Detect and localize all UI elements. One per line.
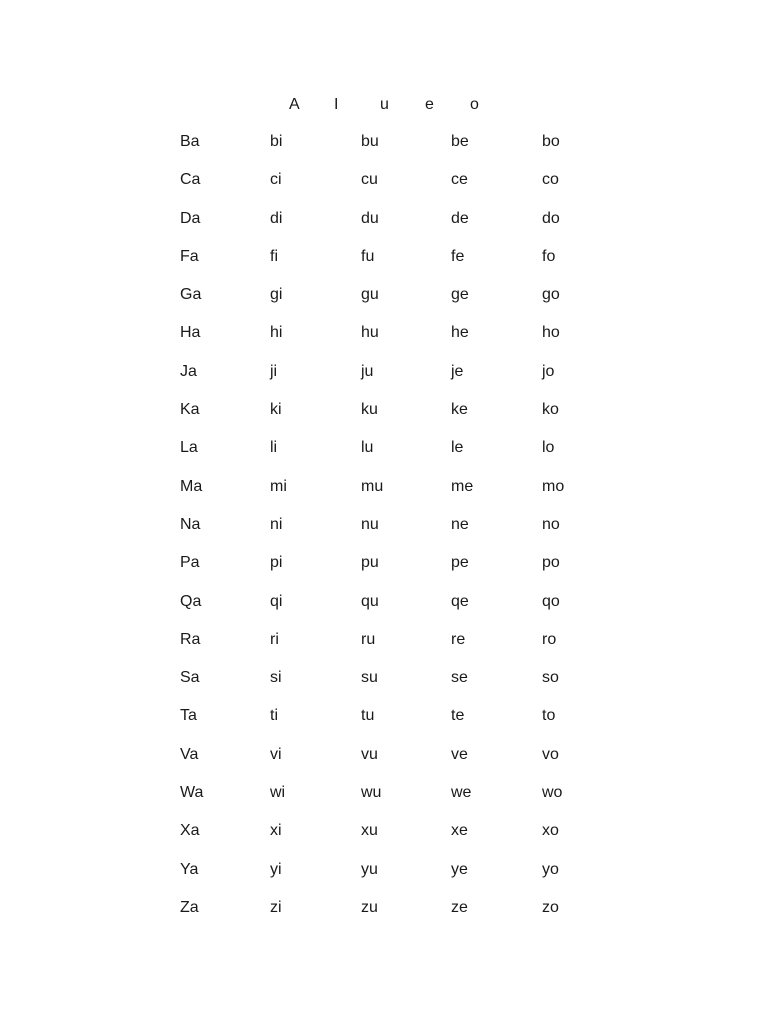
- vowel-u: u: [380, 96, 390, 113]
- syllable-cell: ne: [451, 515, 469, 533]
- syllable-cell: se: [451, 669, 468, 687]
- syllable-row: [0, 552, 768, 590]
- syllable-cell: zu: [361, 898, 378, 916]
- syllable-cell: Ma: [180, 477, 203, 495]
- syllable-cell: yo: [542, 860, 559, 878]
- syllable-cell: bu: [361, 133, 379, 150]
- syllable-cell: xu: [361, 822, 378, 840]
- syllable-cell: ro: [542, 630, 557, 648]
- syllable-cell: gi: [270, 286, 283, 304]
- syllable-cell: ke: [451, 401, 468, 419]
- syllable-cell: su: [361, 669, 378, 687]
- syllable-cell: to: [542, 707, 556, 725]
- syllable-cell: hi: [270, 324, 283, 342]
- syllable-cell: qu: [361, 592, 379, 610]
- syllable-cell: fe: [451, 247, 465, 265]
- syllable-cell: Ya: [180, 860, 199, 878]
- syllable-cell: ri: [270, 630, 279, 648]
- syllable-cell: bi: [270, 133, 283, 150]
- syllable-cell: ru: [361, 630, 376, 648]
- syllable-cell: Ca: [180, 171, 201, 189]
- syllable-cell: Za: [180, 898, 199, 916]
- vowel-a: A: [289, 96, 301, 113]
- syllable-cell: go: [542, 286, 560, 304]
- syllable-cell: Ha: [180, 324, 201, 342]
- syllable-table: [0, 131, 768, 935]
- syllable-cell: wo: [542, 784, 563, 802]
- syllable-row: [0, 284, 768, 322]
- syllable-row: [0, 705, 768, 743]
- syllable-cell: Qa: [180, 592, 202, 610]
- syllable-row: [0, 322, 768, 360]
- syllable-cell: be: [451, 133, 469, 150]
- syllable-cell: Pa: [180, 554, 200, 572]
- syllable-row: [0, 782, 768, 820]
- syllable-cell: si: [270, 669, 282, 687]
- syllable-cell: Na: [180, 515, 201, 533]
- syllable-cell: ni: [270, 515, 283, 533]
- syllable-cell: lo: [542, 439, 555, 457]
- syllable-cell: ye: [451, 860, 468, 878]
- syllable-cell: mo: [542, 477, 565, 495]
- syllable-row: [0, 437, 768, 475]
- syllable-cell: Fa: [180, 247, 199, 265]
- syllable-cell: me: [451, 477, 474, 495]
- syllable-cell: Va: [180, 745, 199, 763]
- syllable-cell: le: [451, 439, 464, 457]
- syllable-cell: co: [542, 171, 559, 189]
- syllable-cell: ge: [451, 286, 469, 304]
- syllable-cell: no: [542, 515, 560, 533]
- syllable-cell: pu: [361, 554, 379, 572]
- syllable-cell: Wa: [180, 784, 204, 802]
- syllable-cell: zi: [270, 898, 282, 916]
- syllable-cell: li: [270, 439, 278, 457]
- syllable-row: [0, 591, 768, 629]
- syllable-row: [0, 744, 768, 782]
- syllable-row: [0, 514, 768, 552]
- syllable-cell: ze: [451, 898, 468, 916]
- syllable-cell: te: [451, 707, 465, 725]
- syllable-cell: pi: [270, 554, 283, 572]
- syllable-cell: jo: [542, 362, 555, 380]
- syllable-cell: zo: [542, 898, 559, 916]
- syllable-cell: he: [451, 324, 469, 342]
- syllable-cell: tu: [361, 707, 375, 725]
- syllable-cell: Ba: [180, 133, 200, 150]
- syllable-row: [0, 131, 768, 169]
- syllable-cell: vu: [361, 745, 378, 763]
- syllable-cell: so: [542, 669, 559, 687]
- syllable-cell: fo: [542, 247, 556, 265]
- syllable-cell: gu: [361, 286, 379, 304]
- syllable-cell: Ra: [180, 630, 201, 648]
- syllable-cell: fu: [361, 247, 375, 265]
- syllable-row: [0, 169, 768, 207]
- syllable-row: [0, 208, 768, 246]
- syllable-cell: Ka: [180, 401, 200, 419]
- syllable-cell: we: [451, 784, 472, 802]
- syllable-cell: je: [451, 362, 464, 380]
- syllable-cell: ji: [270, 362, 278, 380]
- vowel-header: [0, 94, 768, 116]
- syllable-cell: yu: [361, 860, 378, 878]
- syllable-cell: nu: [361, 515, 379, 533]
- syllable-cell: ce: [451, 171, 468, 189]
- syllable-cell: po: [542, 554, 560, 572]
- syllable-cell: ti: [270, 707, 278, 725]
- syllable-cell: wu: [361, 784, 382, 802]
- syllable-cell: ki: [270, 401, 282, 419]
- syllable-cell: ko: [542, 401, 559, 419]
- syllable-cell: lu: [361, 439, 374, 457]
- syllable-cell: ve: [451, 745, 468, 763]
- syllable-row: [0, 667, 768, 705]
- syllable-cell: wi: [270, 784, 286, 802]
- syllable-row: [0, 476, 768, 514]
- syllable-row: [0, 361, 768, 399]
- syllable-cell: ju: [361, 362, 374, 380]
- syllable-cell: ku: [361, 401, 378, 419]
- vowel-o: o: [470, 96, 480, 113]
- syllable-cell: mu: [361, 477, 384, 495]
- syllable-cell: qe: [451, 592, 469, 610]
- syllable-cell: yi: [270, 860, 282, 878]
- syllable-cell: Ga: [180, 286, 202, 304]
- syllable-row: [0, 629, 768, 667]
- syllable-cell: Ta: [180, 707, 197, 725]
- syllable-cell: Ja: [180, 362, 197, 380]
- syllable-row: [0, 820, 768, 858]
- syllable-cell: cu: [361, 171, 378, 189]
- syllable-cell: xo: [542, 822, 559, 840]
- vowel-i: I: [334, 96, 339, 113]
- syllable-cell: fi: [270, 247, 278, 265]
- syllable-cell: La: [180, 439, 198, 457]
- syllable-cell: du: [361, 209, 379, 227]
- syllable-cell: di: [270, 209, 283, 227]
- syllable-row: [0, 897, 768, 935]
- syllable-cell: mi: [270, 477, 287, 495]
- syllable-cell: vo: [542, 745, 559, 763]
- syllable-cell: xe: [451, 822, 468, 840]
- syllable-cell: vi: [270, 745, 282, 763]
- syllable-cell: do: [542, 209, 560, 227]
- syllable-row: [0, 399, 768, 437]
- syllable-cell: ci: [270, 171, 282, 189]
- syllable-cell: re: [451, 630, 466, 648]
- syllable-cell: xi: [270, 822, 282, 840]
- syllable-row: [0, 246, 768, 284]
- syllable-cell: Sa: [180, 669, 200, 687]
- syllable-cell: pe: [451, 554, 469, 572]
- syllable-cell: bo: [542, 133, 560, 150]
- syllable-cell: hu: [361, 324, 379, 342]
- syllable-cell: ho: [542, 324, 560, 342]
- syllable-cell: de: [451, 209, 469, 227]
- syllable-row: [0, 859, 768, 897]
- syllable-cell: Xa: [180, 822, 200, 840]
- syllable-cell: qo: [542, 592, 560, 610]
- syllable-cell: Da: [180, 209, 201, 227]
- vowel-e: e: [425, 96, 435, 113]
- syllable-cell: qi: [270, 592, 283, 610]
